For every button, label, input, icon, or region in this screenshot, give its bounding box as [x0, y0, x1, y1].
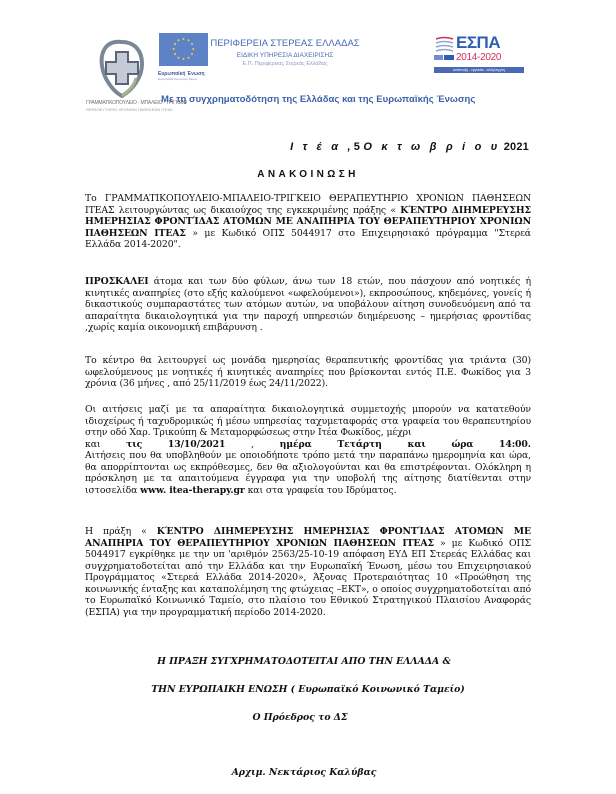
paragraph-submission [85, 404, 531, 496]
submission-text: Οι αιτήσεις μαζί με τα απαραίτητα δικαιολογητικά συμμετοχής μπορούν να κατατεθούν ιδιοχείρως ή ταχυδρομικώς ή μέσω υπηρεσίας ταχυμεταφοράς στα γραφεία του θεραπευτηρίου στην οδό Χαρ. Τρικούπη & Μεταμορφώσεως στην Ιτέα Φωκίδος, μέχρι [85, 404, 531, 438]
date-day: 5 [353, 141, 361, 153]
deadline-line [85, 439, 531, 451]
offices-text: και στα γραφεία του Ιδρύματος. [244, 484, 397, 496]
region-title: ΠΕΡΙΦΕΡΕΙΑ ΣΤΕΡΕΑΣ ΕΛΛΑΔΑΣ [210, 38, 360, 49]
espa-logo [434, 33, 524, 78]
cofunding-closing-line-2: ΤΗΝ ΕΥΡΩΠΑΙΚΗ ΕΝΩΣΗ ( Ευρωπαϊκό Κοινωνικό Ταμείο) [151, 684, 465, 695]
intro-text: Το ΓΡΑΜΜΑΤΙΚΟΠΟΥΛΕΙΟ-ΜΠΑΛΕΙΟ-ΤΡΙΓΚΕΙΟ ΘΕΡΑΠΕΥΤΗΡΙΟ ΧΡΟΝΙΩΝ ΠΑΘΗΣΕΩΝ ΙΤΕΑΣ λειτουργώντας ως δικαιούχος της εγκεκριμένης πράξης « [85, 193, 531, 216]
deadline-date: 13/10/2021 [167, 438, 226, 450]
eu-sublabel: Ευρωπαϊκό Κοινωνικό Ταμείο [158, 77, 197, 81]
deadline-word: , [251, 438, 254, 450]
deadline-word: και [407, 438, 426, 450]
paragraph-invitation [85, 276, 531, 334]
espa-wordmark: ΕΣΠΑ [456, 33, 501, 52]
espa-years: 2014-2020 [456, 52, 502, 63]
late-text: Αιτήσεις που θα υποβληθούν με οποιοδήποτε τρόπο μετά την παραπάνω ημερομηνία και ώρα, θα απορρίπτονται ως εκπρόθεσμες, δεν θα αξιολογούνται και θα επιστρέφονται. Ολόκληρη η πρόσκληση με τα απαιτούμενα έγγραφα για την υποβολή της αίτησης διατίθενται στην ιστοσελίδα [85, 450, 531, 496]
capacity-text: Το κέντρο θα λειτουργεί ως μονάδα ημερησίας θεραπευτικής φροντίδας για τριάντα (30) ωφελούμενους με νοητικές ή κινητικές αναπηρίες που βρίσκονται εντός Π.Ε. Φωκίδος για 3 χρόνια (36 μήνες , από 25/11/2019 έως 24/11/2022). [85, 355, 531, 389]
eu-label: Ευρωπαϊκή Ένωση [158, 71, 205, 77]
invitation-text: άτομα και των δύο φύλων, άνω των 18 ετών, που πάσχουν από νοητικές ή κινητικές αναπηρίες (στο εξής καλούμενοι «ωφελούμενοι»), εκπροσώπους, κηδεμόνες, γονείς ή δικαστικούς συμπαραστάτες των ατόμων αυτών, να υποβάλουν αίτηση συνοδευόμενη από τα απαραίτητα δικαιολογητικά για την παροχή υπηρεσιών διημέρευσης – ημερήσιας φροντίδας ,χωρίς καμία οικονομική επιβάρυνση . [85, 276, 531, 333]
invites-lead: ΠΡΟΣΚΑΛΕΙ [85, 276, 149, 287]
intro-outro: » με Κωδικό ΟΠΣ 5044917 στο Επιχειρησιακό πρόγραμμα "Στερεά Ελλάδα 2014-2020". [85, 227, 531, 250]
document-date [290, 141, 529, 153]
gr-eu-flags-icon [434, 55, 454, 60]
cofunding-statement: Με τη συγχρηματοδότηση της Ελλάδας και της Ευρωπαϊκής Ένωσης [161, 94, 476, 105]
deadline-word: ημέρα [279, 438, 312, 450]
paragraph-capacity [85, 355, 531, 390]
late-submissions-text [85, 450, 531, 496]
signatory-title: Ο Πρόεδρος το ΔΣ [252, 712, 348, 723]
region-program: Ε.Π. Περιφέρειας Στερεάς Ελλάδας [242, 61, 328, 67]
funding-text: » με Κωδικό ΟΠΣ 5044917 εγκρίθηκε με την υπ 'αριθμόν 2563/25-10-19 απόφαση ΕΥΔ ΕΠ Στερεάς Ελλάδας και συγχρηματοδοτείται από την Ελλάδα και την Ευρωπαϊκή Ένωση, μέσω του Επιχειρησιακού Προγράμματος «Στερεά Ελλάδα 2014-2020», Άξονας Προτεραιότητας 10 «Προώθηση της κοινωνικής ένταξης και καταπολέμηση της φτώχειας –ΕΚΤ», ο οποίος συγχρηματοδοτείται από το Ευρωπαϊκό Κοινωνικό Ταμείο, στο πλαίσιο του Εθνικού Στρατηγικού Πλαισίου Αναφοράς (ΕΣΠΑ) για την προγραμματική περίοδο 2014-2020. [85, 537, 531, 618]
cross-heart-icon [98, 38, 146, 98]
institution-name: ΓΡΑΜΜΑΤΙΚΟΠΟΥΛΕΙΟ - ΜΠΑΛΕΙΟ - ΤΡΙΓΚΕΙΟ [86, 100, 187, 106]
project-title: ΚΈΝΤΡΟ ΔΙΗΜΕΡΕΥΣΗΣ ΗΜΕΡΗΣΙΑΣ ΦΡΟΝΤΊΔΑΣ ΑΤΟΜΩΝ ΜΕ ΑΝΑΠΗΡΙΑ ΤΟΥ ΘΕΡΑΠΕΥΤΗΡΙΟΥ ΧΡΟΝΙΩΝ ΠΑΘΗΣΕΩΝ ΙΤΕΑΣ [85, 526, 531, 549]
paragraph-funding [85, 526, 531, 618]
date-place: Ι τ έ α , [290, 141, 354, 153]
date-month: Ο κ τ ω β ρ ί ο υ [363, 141, 501, 153]
website-link[interactable]: www. itea-therapy.gr [140, 484, 245, 496]
espa-waves-icon [434, 36, 454, 52]
deadline-word: ώρα [451, 438, 474, 450]
cofunding-closing-line-1: Η ΠΡΑΞΗ ΣΥΓΧΡΗΜΑΤΟΔΟΤΕΙΤΑΙ ΑΠΟ ΤΗΝ ΕΛΛΑΔΑ & [157, 656, 451, 667]
region-subtitle: ΕΙΔΙΚΗ ΥΠΗΡΕΣΙΑ ΔΙΑΧΕΙΡΙΣΗΣ [236, 52, 334, 59]
deadline-word: τις [126, 438, 143, 450]
document-title: ΑΝΑΚΟΙΝΩΣΗ [257, 169, 359, 180]
deadline-word: και [85, 438, 101, 450]
date-year: 2021 [503, 141, 529, 153]
deadline-time: 14:00. [498, 438, 531, 450]
funding-intro: Η πράξη « [85, 526, 157, 537]
signatory-name: Αρχιμ. Νεκτάριος Καλύβας [231, 767, 377, 778]
paragraph-intro [85, 193, 531, 251]
deadline-weekday: Τετάρτη [337, 438, 382, 450]
institution-subtitle: ΘΕΡΑΠΕΥΤΗΡΙΟ ΧΡΟΝΙΩΝ ΠΑΘΗΣΕΩΝ ΙΤΕΑΣ [86, 107, 173, 112]
eu-flag-icon [159, 33, 208, 66]
espa-tagline: ανάπτυξη - εργασία - αλληλεγγύη [434, 67, 524, 73]
project-title: ΚΈΝΤΡΟ ΔΙΗΜΕΡΕΥΣΗΣ ΗΜΕΡΗΣΙΑΣ ΦΡΟΝΤΊΔΑΣ ΑΤΟΜΩΝ ΜΕ ΑΝΑΠΗΡΙΑ ΤΟΥ ΘΕΡΑΠΕΥΤΗΡΙΟΥ ΧΡΟΝΙΩΝ ΠΑΘΗΣΕΩΝ ΙΤΕΑΣ [85, 204, 531, 239]
letterhead [0, 0, 616, 122]
